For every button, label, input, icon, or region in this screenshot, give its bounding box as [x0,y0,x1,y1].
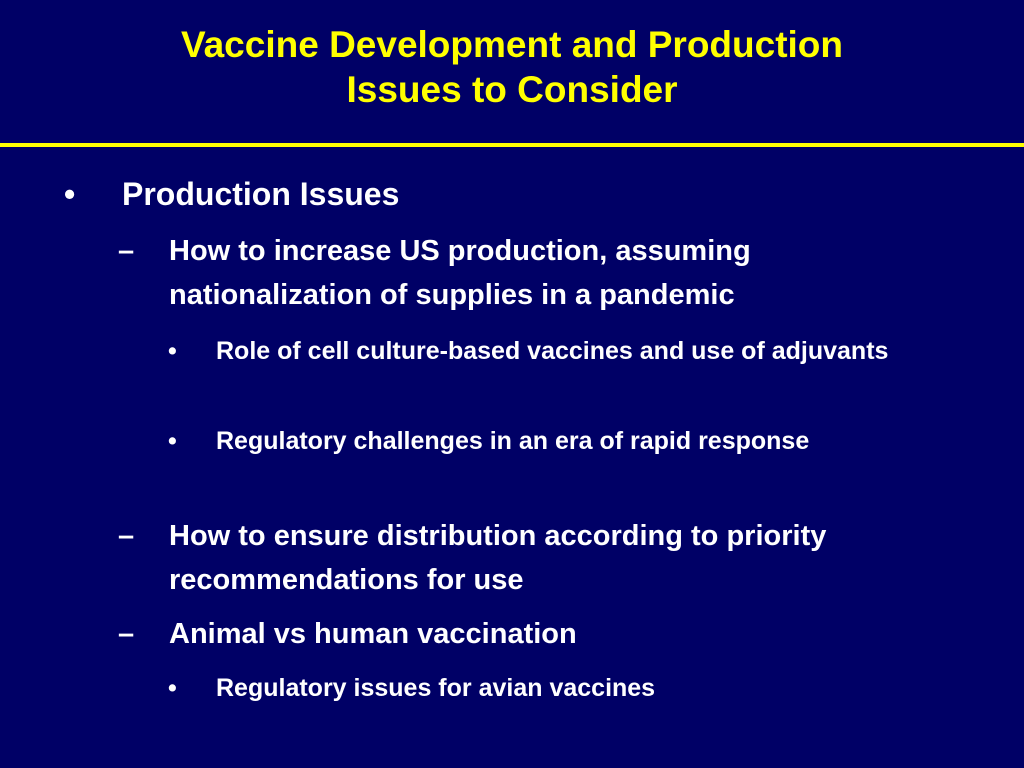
dash-icon: – [118,235,135,267]
title-divider [0,143,1024,147]
bullet-item-level-3: Regulatory challenges in an era of rapid response [216,427,810,455]
slide-title-line-1: Vaccine Development and Production [180,24,844,65]
bullet-item-level-2: Animal vs human vaccination [169,618,577,650]
bullet-item-level-1: Production Issues [122,176,400,212]
dash-icon: – [118,618,135,650]
bullet-item-level-3: Regulatory issues for avian vaccines [216,674,656,702]
slide-title [0,22,1024,112]
bullet-icon: • [168,674,177,702]
bullet-item-level-3: Role of cell culture-based vaccines and use of adjuvants [216,337,889,365]
bullet-icon: • [64,176,76,212]
bullet-item-level-2: How to increase US production, assuming nationalization of supplies in a pandemic [169,235,751,311]
bullet-icon: • [168,427,177,455]
bullet-item-level-2: How to ensure distribution according to priority recommendations for use [169,520,827,596]
bullet-icon: • [168,337,177,365]
slide-title-line-2: Issues to Consider [346,69,678,110]
dash-icon: – [118,520,135,552]
